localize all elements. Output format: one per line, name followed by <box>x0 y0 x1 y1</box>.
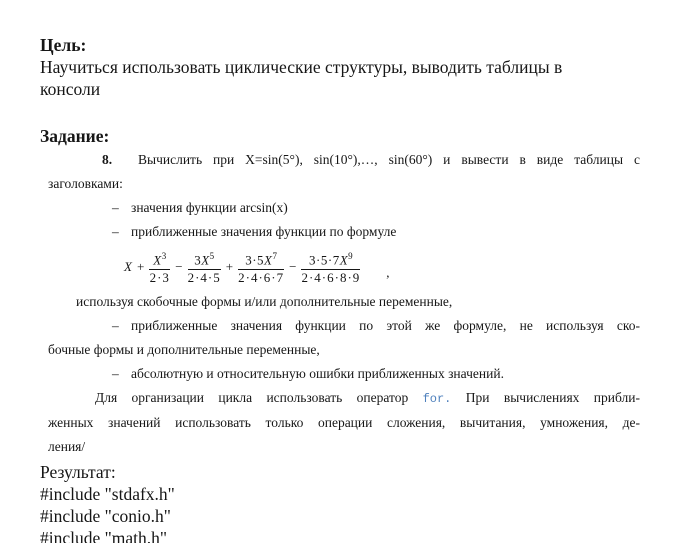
closing-line-2: женных значений использовать только операции сложения, вычитания, умножения, де- <box>48 415 640 430</box>
task-intro-text: Вычислить при X=sin(5°), sin(10°),…, sin(60°) и вывести в виде таблицы с <box>138 152 640 167</box>
fraction-numerator: $3\cdot 5X^7$ <box>238 249 284 269</box>
fraction-numerator: $X^3$ <box>149 249 170 269</box>
bullet-dash: – <box>112 200 119 215</box>
task-8-section <box>40 148 640 459</box>
fraction-denominator: 2·3 <box>149 269 170 285</box>
include-line-conio: #include "conio.h" <box>40 506 171 526</box>
include-line-stdafx: #include "stdafx.h" <box>40 484 175 504</box>
bullet-item-errors <box>112 362 640 386</box>
bullet-text: приближенные значения функции по формуле <box>131 224 397 239</box>
fraction-numerator: $3\cdot 5\cdot 7X^9$ <box>301 249 360 269</box>
closing-line-3: ления/ <box>48 439 86 454</box>
fraction-numerator: $3X^5$ <box>188 249 221 269</box>
fraction-denominator: 2·4·6·8·9 <box>301 269 361 285</box>
fraction-term-2 <box>188 249 221 284</box>
fraction-term-4 <box>301 249 360 284</box>
goal-text-line-1: Научиться использовать циклические структуры, выводить таблицы в <box>40 57 563 77</box>
formula-trailing-comma: , <box>386 265 390 280</box>
formula-operator: + <box>225 259 234 274</box>
task-heading: Задание: <box>40 126 110 146</box>
formula-operator: − <box>175 259 183 274</box>
closing-text-before-code: Для организации цикла использовать оператор <box>95 390 423 405</box>
bullet-text: приближенные значения функции по этой же формуле, не используя ско- <box>131 318 640 333</box>
result-heading: Результат: <box>40 462 116 482</box>
bullet-text: значения функции arcsin(x) <box>131 200 288 215</box>
task-number: 8. <box>102 152 113 167</box>
formula-usage-note: используя скобочные формы и/или дополнительные переменные, <box>76 294 453 309</box>
task-intro-continuation: заголовками: <box>48 176 123 191</box>
formula-operator: − <box>289 259 297 274</box>
bullet-dash: – <box>112 318 119 333</box>
formula-operator: + <box>136 259 145 274</box>
closing-text-after-code: При вычислениях прибли- <box>451 390 640 405</box>
bullet-dash: – <box>112 366 119 381</box>
include-line-math: #include "math.h" <box>40 528 168 543</box>
bullet-item-approx-formula <box>112 220 640 244</box>
goal-heading: Цель: <box>40 35 87 55</box>
formula-lead-variable: X <box>124 259 132 274</box>
fraction-denominator: 2·4·6·7 <box>238 269 285 285</box>
for-keyword: for. <box>422 392 452 406</box>
task-intro-line <box>102 148 640 172</box>
bullet-text: абсолютную и относительную ошибки приближенных значений. <box>131 366 504 381</box>
fraction-denominator: 2·4·5 <box>187 269 221 285</box>
bullet-item-no-brackets-line2: бочные формы и дополнительные переменные, <box>48 342 320 357</box>
bullet-item-no-brackets-line1 <box>112 314 640 338</box>
fraction-term-3 <box>238 249 284 284</box>
approximation-formula <box>124 244 640 290</box>
bullet-dash: – <box>112 224 119 239</box>
bullet-item-arcsin <box>112 196 640 220</box>
goal-text-line-2: консоли <box>40 79 101 99</box>
fraction-term-1 <box>149 249 170 284</box>
closing-line-1 <box>95 386 640 411</box>
